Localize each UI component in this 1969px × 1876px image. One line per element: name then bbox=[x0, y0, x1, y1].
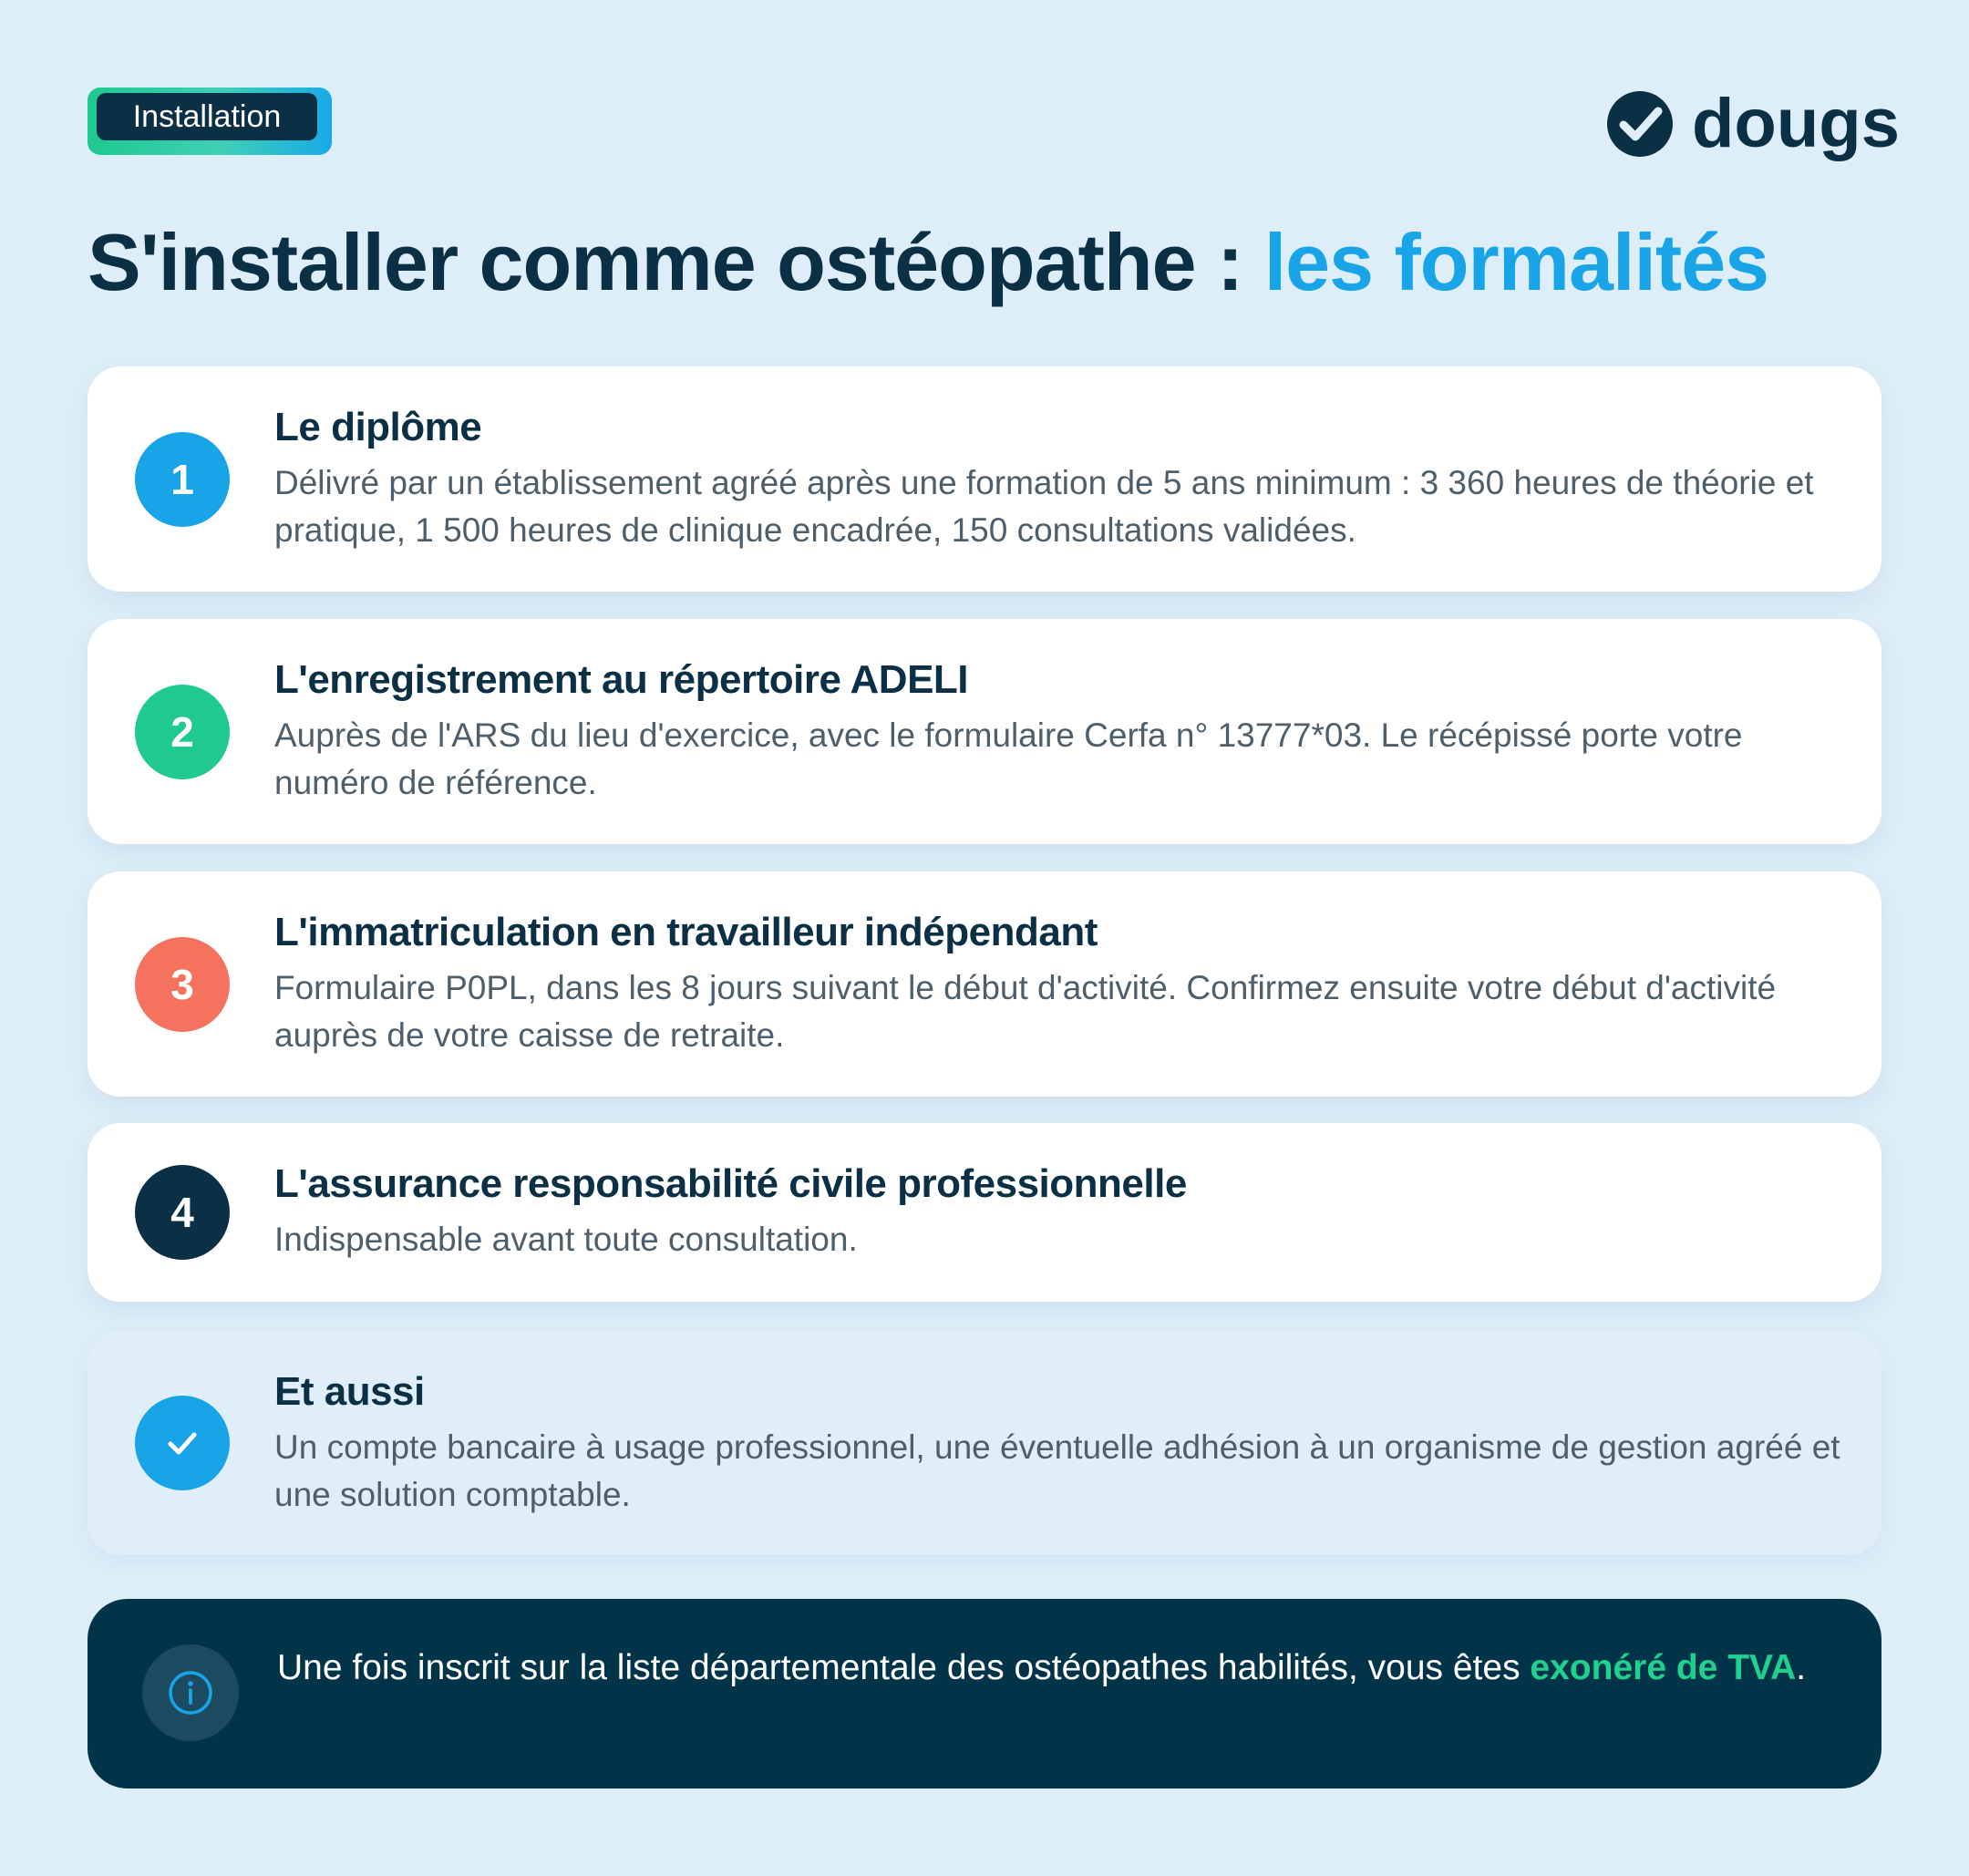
step-card-adeli bbox=[88, 619, 1881, 844]
step-description: Un compte bancaire à usage professionnel, une éventuelle adhésion à un organisme de gestion agréé et une solution comptable. bbox=[274, 1428, 1840, 1513]
step-title: L'assurance responsabilité civile professionnelle bbox=[274, 1161, 1187, 1206]
tva-note-banner bbox=[88, 1599, 1881, 1788]
step-number-badge: 1 bbox=[135, 432, 230, 527]
info-icon-badge bbox=[142, 1644, 239, 1741]
step-card-et-aussi bbox=[88, 1331, 1881, 1555]
step-title: Et aussi bbox=[274, 1369, 425, 1414]
step-title: L'enregistrement au répertoire ADELI bbox=[274, 657, 969, 702]
info-icon bbox=[167, 1669, 214, 1716]
step-description: Formulaire P0PL, dans les 8 jours suivant le début d'activité. Confirmez ensuite votre début d'activité auprès de votre caisse de retraite. bbox=[274, 969, 1777, 1054]
page-title-accent: les formalités bbox=[1263, 217, 1769, 307]
step-title: L'immatriculation en travailleur indépendant bbox=[274, 910, 1098, 954]
category-tag bbox=[88, 88, 334, 155]
step-description: Indispensable avant toute consultation. bbox=[274, 1221, 858, 1258]
page-title-main: S'installer comme ostéopathe : bbox=[88, 217, 1264, 307]
checkmark-badge bbox=[135, 1396, 230, 1490]
step-number-badge: 3 bbox=[135, 937, 230, 1032]
step-number-badge: 2 bbox=[135, 685, 230, 779]
category-tag-label: Installation bbox=[97, 93, 317, 140]
dougs-logo bbox=[1606, 85, 1900, 162]
page-title bbox=[88, 215, 1768, 310]
checkmark-icon bbox=[162, 1423, 202, 1463]
step-description: Délivré par un établissement agréé après une formation de 5 ans minimum : 3 360 heures de théorie et pratique, 1 500 heures de clinique encadrée, 150 consultations validées. bbox=[274, 464, 1814, 549]
note-highlight: exonéré de TVA bbox=[1530, 1648, 1797, 1687]
step-number-badge: 4 bbox=[135, 1165, 230, 1260]
step-title: Le diplôme bbox=[274, 405, 482, 449]
check-circle-icon bbox=[1606, 90, 1674, 158]
step-card-diplome bbox=[88, 366, 1881, 592]
step-description: Auprès de l'ARS du lieu d'exercice, avec le formulaire Cerfa n° 13777*03. Le récépissé porte votre numéro de référence. bbox=[274, 716, 1743, 801]
step-card-assurance bbox=[88, 1123, 1881, 1302]
logo-wordmark: dougs bbox=[1692, 85, 1900, 162]
step-card-immatriculation bbox=[88, 871, 1881, 1097]
note-text bbox=[277, 1643, 1827, 1694]
note-text-main: Une fois inscrit sur la liste départementale des ostéopathes habilités, vous êtes bbox=[277, 1648, 1531, 1687]
note-text-end: . bbox=[1796, 1648, 1807, 1687]
